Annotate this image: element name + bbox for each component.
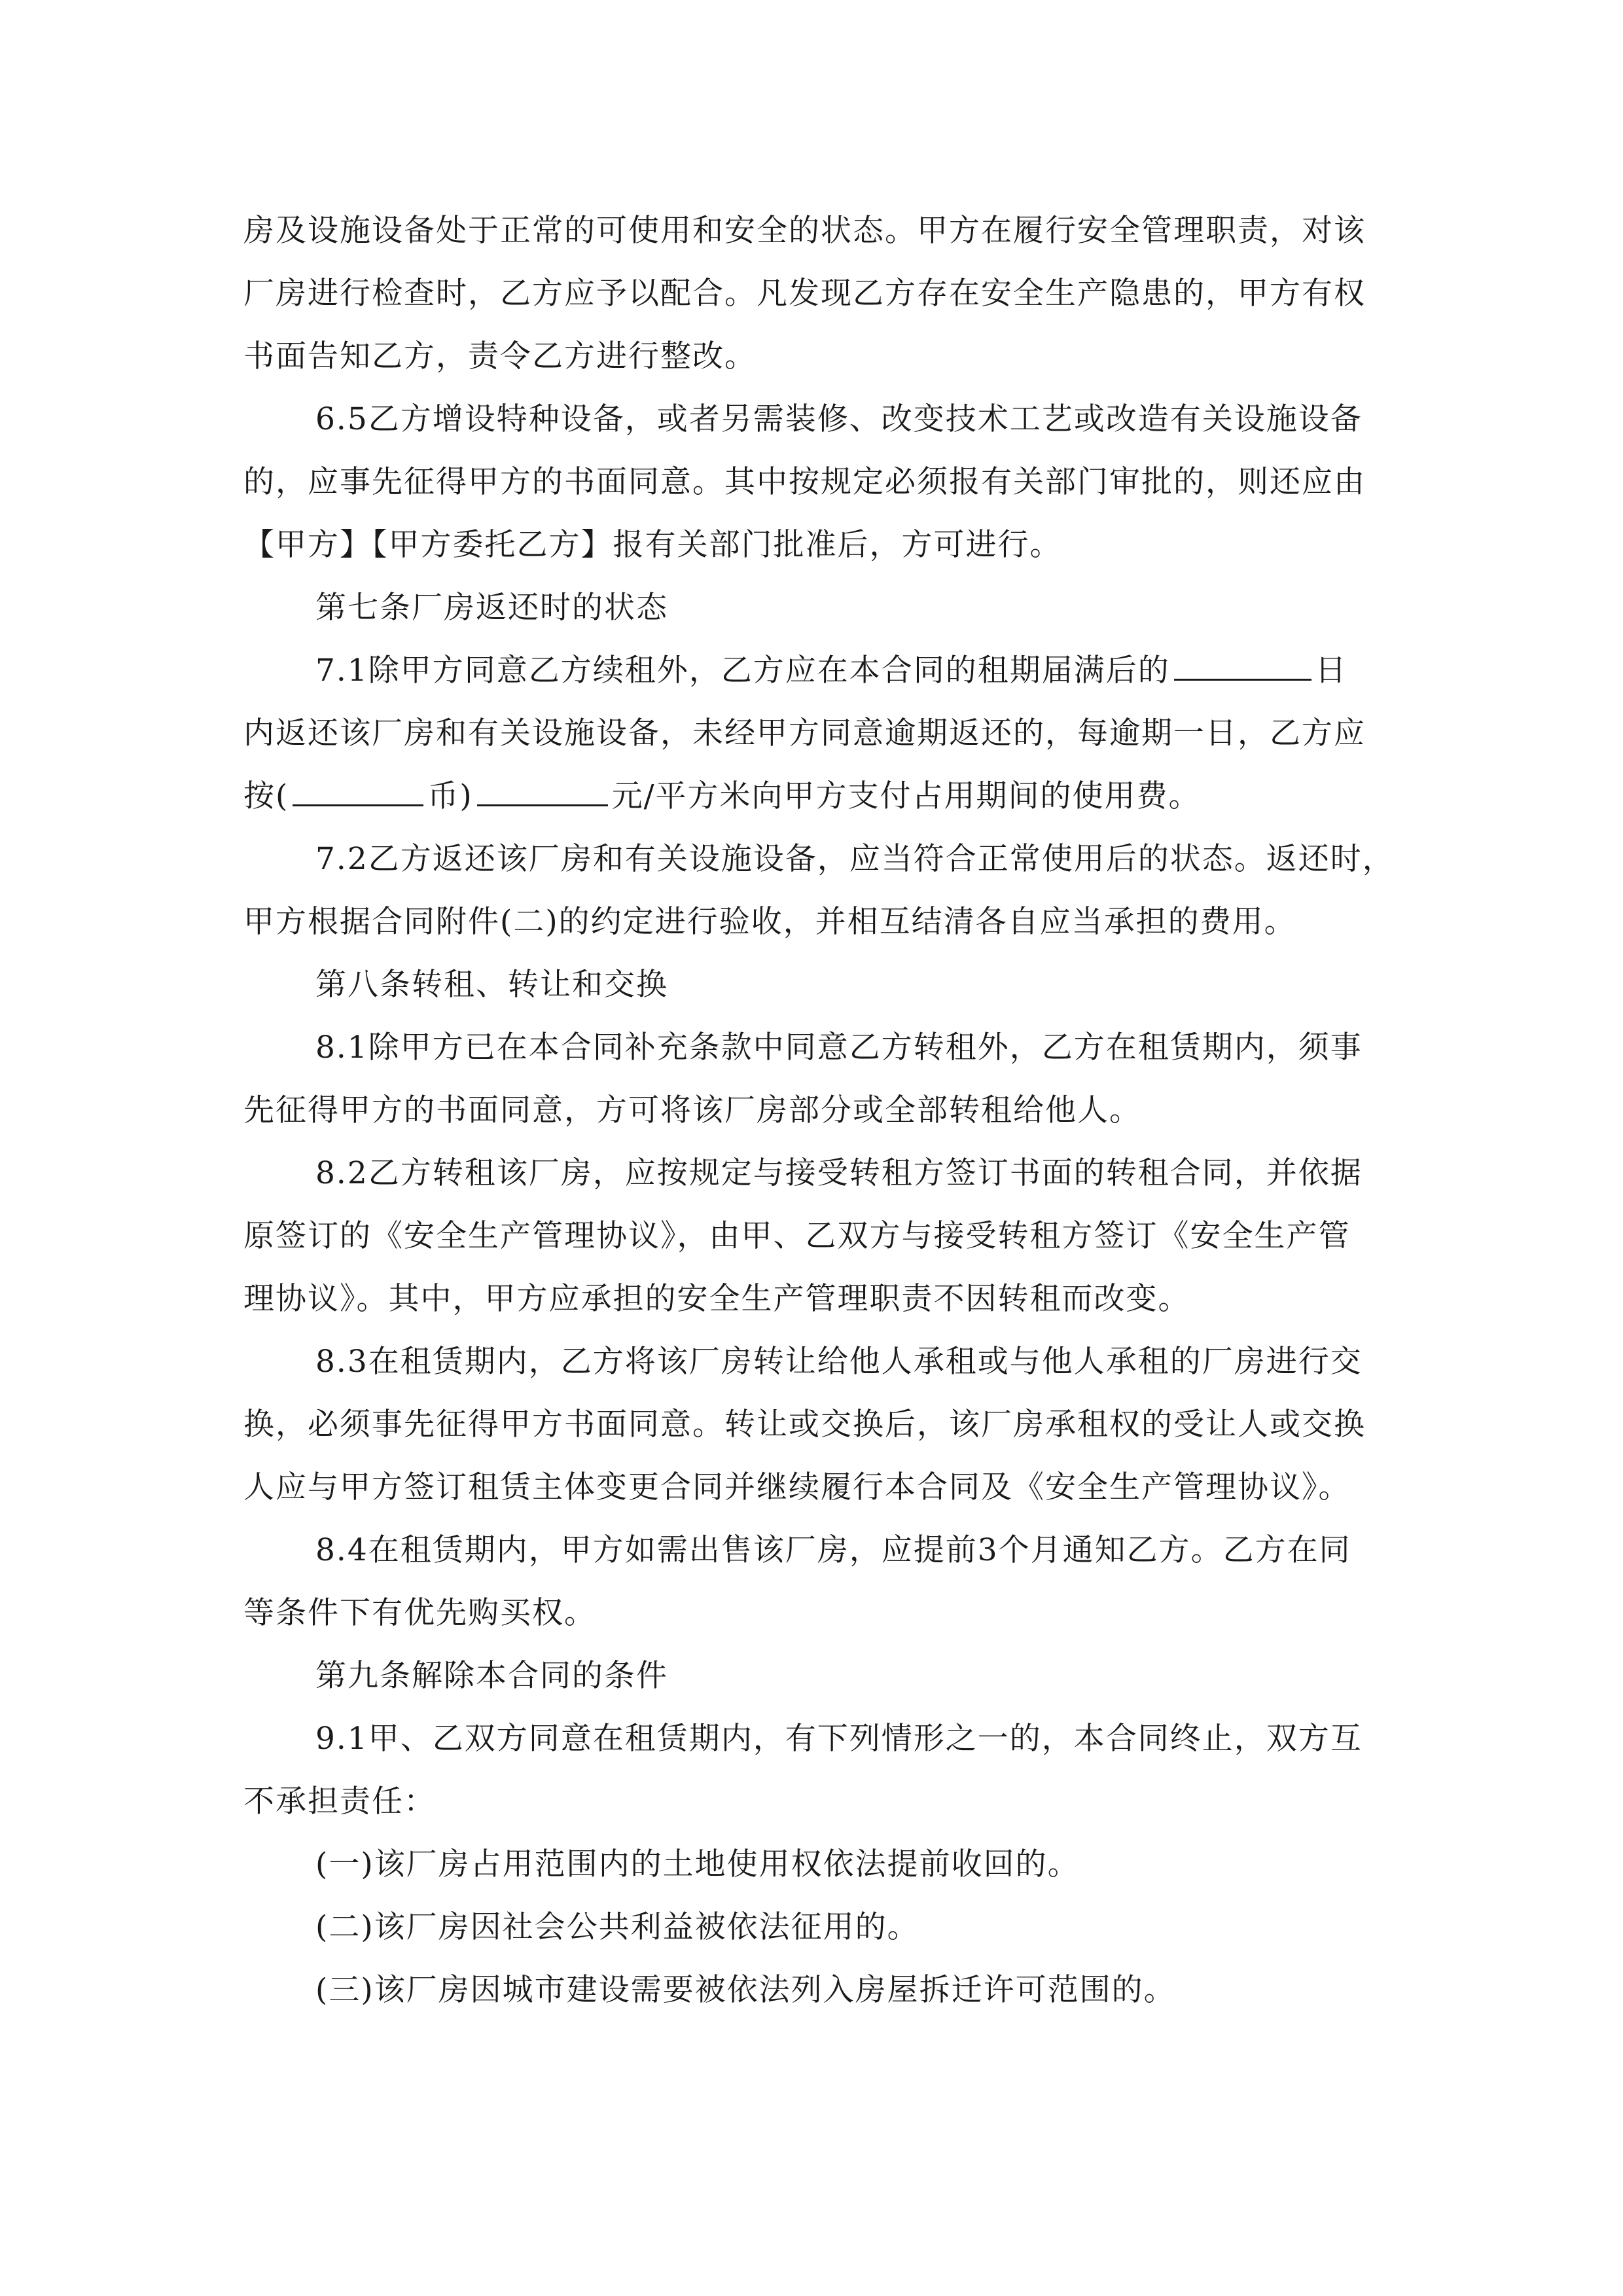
clause-7-2 [243, 828, 1395, 954]
text-line: 9.1甲、乙双方同意在租赁期内，有下列情形之一的，本合同终止，双方互 [315, 1721, 1363, 1757]
text-line: 不承担责任： [243, 1784, 436, 1820]
contract-text [243, 200, 1395, 2022]
text-line: 甲方根据合同附件(二)的约定进行验收，并相互结清各自应当承担的费用。 [243, 904, 1296, 940]
text-line: 内返还该厂房和有关设施设备，未经甲方同意逾期返还的，每逾期一日，乙方应 [243, 715, 1366, 751]
text-line: 理协议》。其中，甲方应承担的安全生产管理职责不因转租而改变。 [243, 1281, 1190, 1317]
text-segment: 元/平方米向甲方支付占用期间的使用费。 [611, 778, 1201, 814]
text-line: 换，必须事先征得甲方书面同意。转让或交换后，该厂房承租权的受让人或交换 [243, 1407, 1366, 1443]
article-8-heading: 第八条转租、转让和交换 [315, 967, 668, 1003]
text-line: 房及设施设备处于正常的可使用和安全的状态。甲方在履行安全管理职责，对该 [243, 213, 1366, 249]
text-line: 8.2乙方转租该厂房，应按规定与接受转租方签订书面的转租合同，并依据 [315, 1155, 1363, 1191]
text-line: 7.2乙方返还该厂房和有关设施设备，应当符合正常使用后的状态。返还时， [315, 841, 1395, 877]
text-line [243, 765, 1386, 828]
text-line: 的，应事先征得甲方的书面同意。其中按规定必须报有关部门审批的，则还应由 [243, 464, 1366, 500]
text-line: 先征得甲方的书面同意，方可将该厂房部分或全部转租给他人。 [243, 1092, 1141, 1128]
text-line: 6.5乙方增设特种设备，或者另需装修、改变技术工艺或改造有关设施设备 [315, 401, 1363, 437]
text-line: 8.3在租赁期内，乙方将该厂房转让给他人承租或与他人承租的厂房进行交 [315, 1344, 1363, 1380]
list-item-2: (二)该厂房因社会公共利益被依法征用的。 [315, 1909, 919, 1945]
text-segment: 币) [427, 778, 473, 814]
clause-8-3 [243, 1331, 1386, 1519]
text-segment: 按( [243, 778, 289, 814]
blank-field-days[interactable] [1174, 656, 1311, 681]
text-line: 等条件下有优先购买权。 [243, 1595, 596, 1631]
clause-9-1 [243, 1708, 1386, 1833]
text-line: 书面告知乙方，责令乙方进行整改。 [243, 338, 757, 374]
text-line: 8.1除甲方已在本合同补充条款中同意乙方转租外，乙方在租赁期内，须事 [315, 1030, 1363, 1066]
list-item-1: (一)该厂房占用范围内的土地使用权依法提前收回的。 [315, 1846, 1080, 1882]
clause-8-1 [243, 1016, 1386, 1142]
clause-8-4 [243, 1519, 1386, 1645]
text-line: 厂房进行检查时，乙方应予以配合。凡发现乙方存在安全生产隐患的，甲方有权 [243, 276, 1366, 312]
text-segment: 7.1除甲方同意乙方续租外，乙方应在本合同的租期届满后的 [315, 653, 1170, 689]
text-line [243, 639, 1386, 702]
clause-6-5 [243, 388, 1386, 577]
article-7-heading: 第七条厂房返还时的状态 [315, 590, 668, 626]
clause-8-2 [243, 1142, 1386, 1331]
text-segment: 日 [1315, 653, 1347, 689]
text-line: 8.4在租赁期内，甲方如需出售该厂房，应提前3个月通知乙方。乙方在同 [315, 1532, 1351, 1568]
article-9-heading: 第九条解除本合同的条件 [315, 1658, 668, 1694]
text-line: 人应与甲方签订租赁主体变更合同并继续履行本合同及《安全生产管理协议》。 [243, 1469, 1351, 1505]
list-item-3: (三)该厂房因城市建设需要被依法列入房屋拆迁许可范围的。 [315, 1972, 1176, 2008]
text-line: 原签订的《安全生产管理协议》，由甲、乙双方与接受转租方签订《安全生产管 [243, 1218, 1351, 1254]
clause-7-1 [243, 639, 1386, 828]
text-line: 【甲方】【甲方委托乙方】报有关部门批准后，方可进行。 [243, 527, 1062, 563]
blank-field-amount[interactable] [477, 782, 608, 806]
blank-field-currency[interactable] [293, 782, 423, 806]
paragraph-safety-inspection [243, 200, 1386, 388]
